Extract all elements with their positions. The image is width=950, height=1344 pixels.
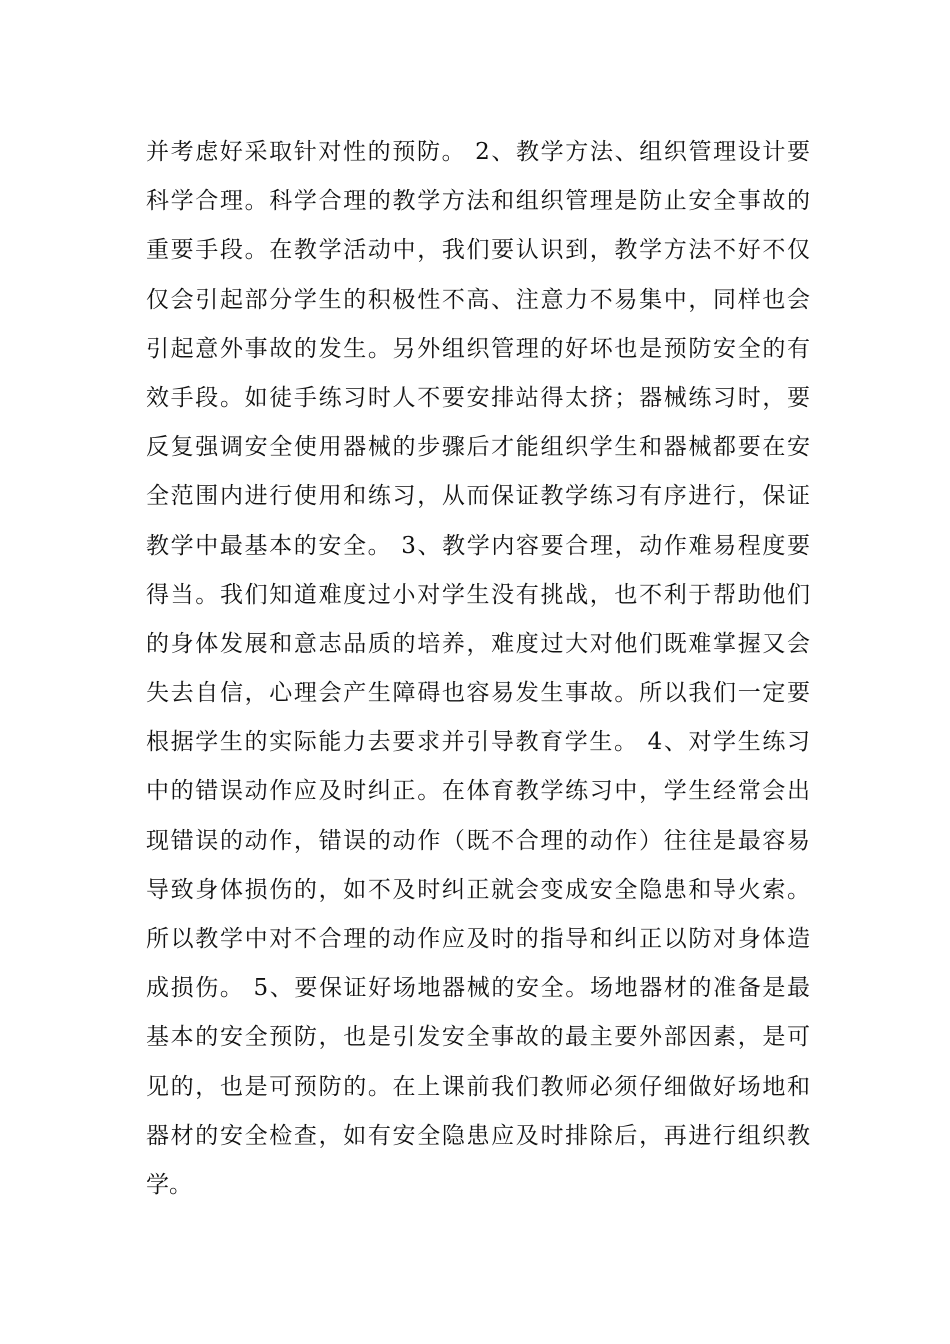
text-line: 全范围内进行使用和练习，从而保证教学练习有序进行，保证 <box>146 483 810 510</box>
text-line: 科学合理。科学合理的教学方法和组织管理是防止安全事故的 <box>146 188 810 215</box>
text-line: 导致身体损伤的，如不及时纠正就会变成安全隐患和导火索。 <box>146 876 810 903</box>
text-line: 重要手段。在教学活动中，我们要认识到，教学方法不好不仅 <box>146 237 810 264</box>
body-text <box>146 128 810 1210</box>
text-line: 学。 <box>146 1171 192 1198</box>
text-line: 的身体发展和意志品质的培养，难度过大对他们既难掌握又会 <box>146 630 810 657</box>
text-line: 成损伤。 5、要保证好场地器械的安全。场地器材的准备是最 <box>146 975 810 1002</box>
text-line: 得当。我们知道难度过小对学生没有挑战，也不利于帮助他们 <box>146 581 810 608</box>
text-line: 教学中最基本的安全。 3、教学内容要合理，动作难易程度要 <box>146 532 810 559</box>
text-line: 效手段。如徒手练习时人不要安排站得太挤；器械练习时，要 <box>146 384 810 411</box>
text-line: 基本的安全预防，也是引发安全事故的最主要外部因素，是可 <box>146 1024 810 1051</box>
text-line: 器材的安全检查，如有安全隐患应及时排除后，再进行组织教 <box>146 1122 810 1149</box>
text-line: 失去自信，心理会产生障碍也容易发生事故。所以我们一定要 <box>146 680 810 707</box>
text-line: 所以教学中对不合理的动作应及时的指导和纠正以防对身体造 <box>146 926 810 952</box>
text-line: 仅会引起部分学生的积极性不高、注意力不易集中，同样也会 <box>146 286 810 313</box>
text-line: 现错误的动作，错误的动作（既不合理的动作）往往是最容易 <box>146 827 810 854</box>
text-line: 反复强调安全使用器械的步骤后才能组织学生和器械都要在安 <box>146 434 810 461</box>
text-line: 根据学生的实际能力去要求并引导教育学生。 4、对学生练习 <box>146 729 810 756</box>
text-line: 引起意外事故的发生。另外组织管理的好坏也是预防安全的有 <box>146 335 810 362</box>
text-line: 并考虑好采取针对性的预防。 2、教学方法、组织管理设计要 <box>146 139 810 165</box>
text-line: 中的错误动作应及时纠正。在体育教学练习中，学生经常会出 <box>146 778 810 805</box>
text-line: 见的，也是可预防的。在上课前我们教师必须仔细做好场地和 <box>146 1073 810 1100</box>
